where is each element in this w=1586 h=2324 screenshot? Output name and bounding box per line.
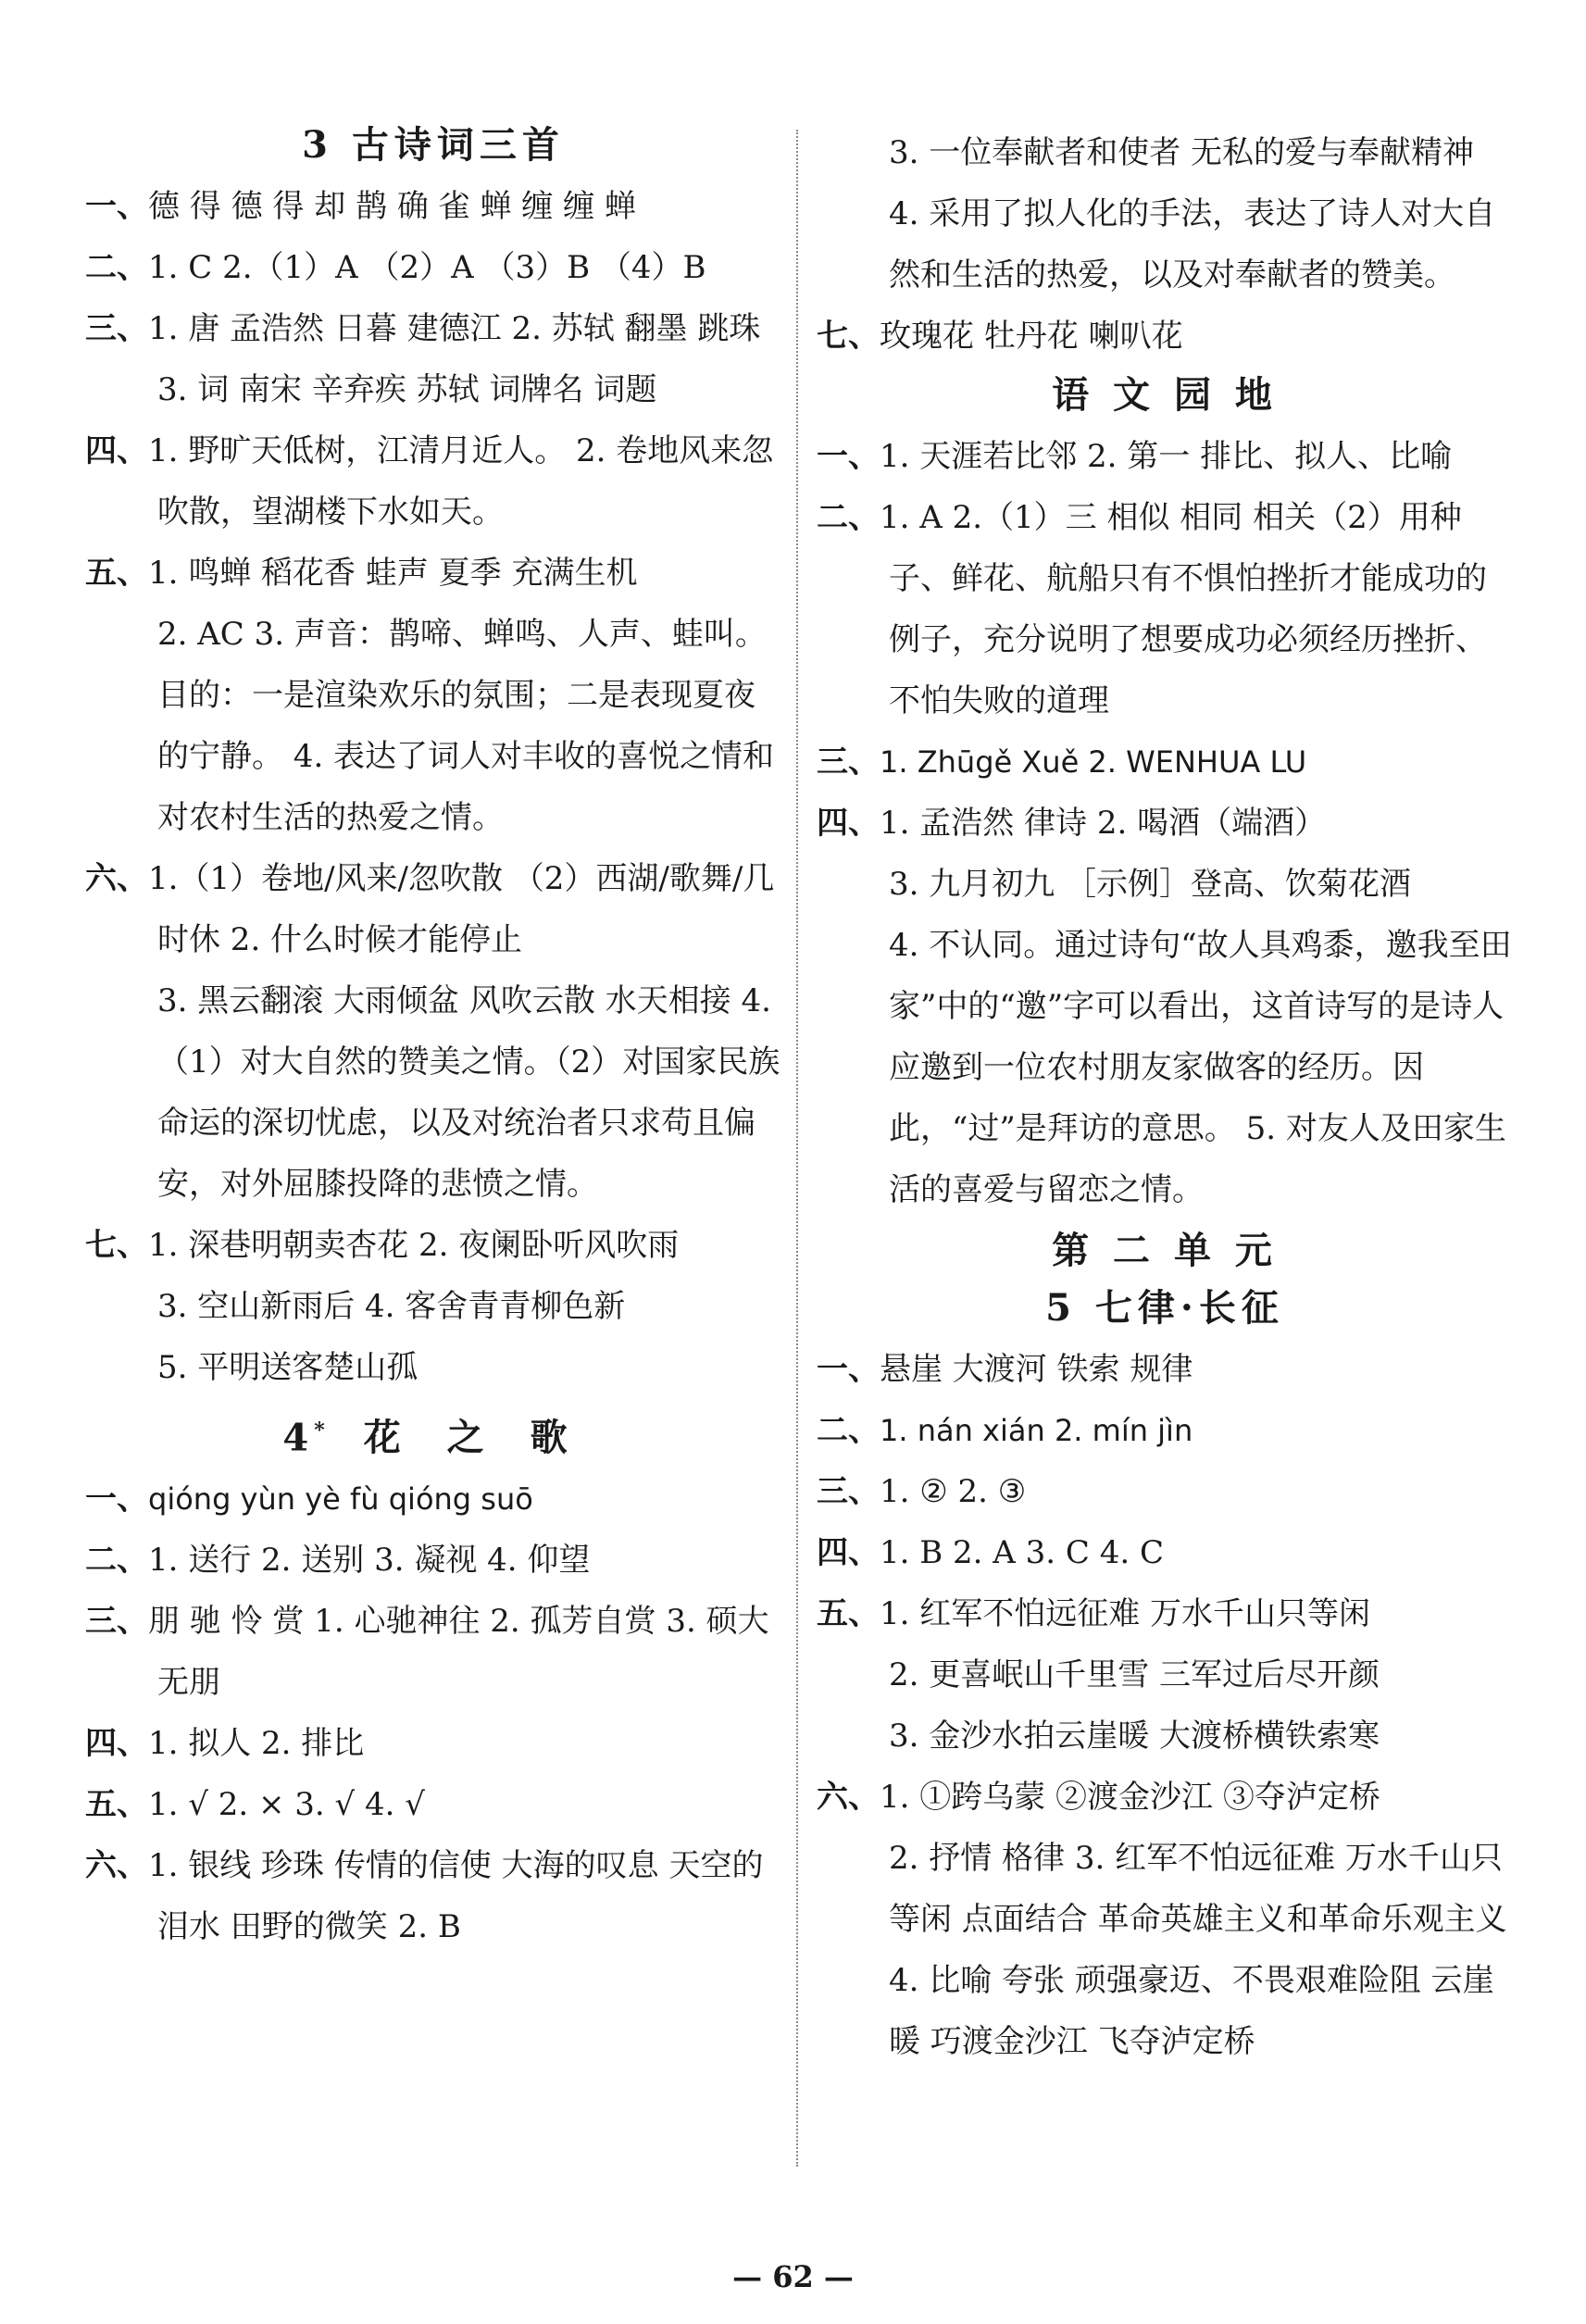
section2-answers	[85, 1468, 781, 1957]
answer-item	[817, 1644, 1513, 1706]
answer-text: 1. A 2.（1）三 相似 相同 相关（2）用种子、鲜花、航船只有不惧怕挫折才能成功的例子，充分说明了想要成功必须经历挫折、不怕失败的道理	[880, 499, 1487, 719]
answer-item	[817, 854, 1513, 915]
answer-item	[85, 1337, 781, 1398]
optional-mark: *	[314, 1418, 325, 1443]
answer-item	[817, 1522, 1513, 1583]
question-number: 一、	[817, 438, 880, 475]
answer-text: 1. Zhūgě Xuě 2. WENHUA LU	[880, 744, 1307, 780]
question-number: 二、	[817, 499, 880, 536]
answer-item	[817, 1583, 1513, 1644]
answer-text: qióng yùn yè fù qióng suō	[148, 1481, 533, 1518]
answer-text: 1. ② 2. ③	[880, 1473, 1027, 1510]
answer-item	[85, 420, 781, 543]
answer-text: 1. 银线 珍珠 传情的信使 大海的叹息 天空的泪水 田野的微笑 2. B	[148, 1847, 764, 1946]
answer-text: 1. √ 2. × 3. √ 4. √	[148, 1786, 425, 1824]
answer-item	[817, 915, 1513, 1220]
answer-text: 德 得 德 得 却 鹊 确 雀 蝉 缠 缠 蝉	[148, 188, 636, 225]
answer-item	[85, 543, 781, 604]
answer-text: 2. 抒情 格律 3. 红军不怕远征难 万水千山只等闲 点面结合 革命英雄主义和革命乐观主义 4. 比喻 夸张 顽强豪迈、不畏艰难险阻 云崖暖 巧渡金沙江 飞夺泸定桥	[889, 1840, 1507, 2060]
answer-text: 4. 不认同。通过诗句“故人具鸡黍，邀我至田家”中的“邀”字可以看出，这首诗写的是诗人应邀到一位农村朋友家做客的经历。因此，“过”是拜访的意思。 5. 对友人及田家生活的喜爱与留恋之情。	[889, 927, 1512, 1208]
question-number: 三、	[817, 1473, 880, 1510]
answer-text: 5. 平明送客楚山孤	[157, 1349, 418, 1386]
answer-item	[817, 1767, 1513, 1828]
section-title-ancient-poems: 3 古诗词三首	[302, 123, 565, 167]
answer-item	[817, 793, 1513, 854]
section4-answers	[817, 1339, 1513, 2072]
question-number: 四、	[85, 432, 148, 469]
question-number: 二、	[85, 249, 148, 286]
question-number: 一、	[85, 1481, 148, 1518]
answer-item	[85, 1468, 781, 1530]
question-number: 四、	[817, 1534, 880, 1571]
answer-item	[85, 1215, 781, 1276]
section-title-long-march: 5 七律·长征	[1045, 1286, 1284, 1330]
question-number: 六、	[85, 1847, 148, 1885]
question-number: 二、	[817, 1412, 880, 1449]
question-number: 四、	[85, 1725, 148, 1763]
answer-item	[817, 1828, 1513, 2072]
answer-text: 1. 深巷明朝卖杏花 2. 夜阑卧听风吹雨	[148, 1227, 680, 1264]
section1-answers	[85, 176, 781, 1398]
answer-item	[817, 1706, 1513, 1767]
answer-text: 悬崖 大渡河 铁索 规律	[880, 1351, 1193, 1388]
question-number: 一、	[817, 1351, 880, 1388]
answer-text: 3. 一位奉献者和使者 无私的爱与奉献精神 4. 采用了拟人化的手法，表达了诗人对大自然和生活的热爱，以及对奉献者的赞美。	[889, 134, 1496, 294]
answer-text: 1. 拟人 2. 排比	[148, 1725, 365, 1763]
answer-item	[85, 848, 781, 970]
answer-text: 1. 野旷天低树，江清月近人。 2. 卷地风来忽吹散，望湖楼下水如天。	[148, 432, 774, 531]
answer-text: 1. B 2. A 3. C 4. C	[880, 1534, 1164, 1571]
answer-text: 朋 驰 怜 赏 1. 心驰神往 2. 孤芳自赏 3. 硕大无朋	[148, 1603, 769, 1702]
answer-item	[817, 306, 1513, 367]
answer-item	[817, 1461, 1513, 1522]
lesson-number: 4	[282, 1416, 315, 1460]
answer-text: 3. 空山新雨后 4. 客舍青青柳色新	[157, 1288, 626, 1325]
right-column	[817, 122, 1513, 2072]
answer-text: 3. 金沙水拍云崖暖 大渡桥横铁索寒	[889, 1718, 1380, 1755]
question-number: 五、	[85, 555, 148, 592]
answer-item	[85, 1276, 781, 1337]
answer-text: 玫瑰花 牡丹花 喇叭花	[880, 318, 1183, 355]
answer-item	[85, 237, 781, 298]
answer-text: 1. 鸣蝉 稻花香 蛙声 夏季 充满生机	[148, 555, 638, 592]
question-number: 三、	[85, 310, 148, 347]
answer-item	[817, 731, 1513, 793]
answer-item	[85, 298, 781, 420]
question-number: 五、	[817, 1595, 880, 1632]
answer-text: 1. ①跨乌蒙 ②渡金沙江 ③夺泸定桥	[880, 1779, 1380, 1816]
unit-title: 第 二 单 元	[1052, 1229, 1278, 1272]
answer-text: 1. 红军不怕远征难 万水千山只等闲	[880, 1595, 1371, 1632]
answer-item	[817, 122, 1513, 306]
answer-item	[85, 1835, 781, 1957]
answer-item	[817, 1400, 1513, 1461]
answer-item	[85, 1530, 781, 1591]
answer-item	[817, 426, 1513, 487]
question-number: 三、	[817, 743, 880, 781]
answer-text: 2. AC 3. 声音：鹊啼、蝉鸣、人声、蛙叫。目的：一是渲染欢乐的氛围；二是表现夏夜的宁静。 4. 表达了词人对丰收的喜悦之情和对农村生活的热爱之情。	[157, 616, 775, 836]
question-number: 六、	[817, 1779, 880, 1816]
answer-text: 1. nán xián 2. mín jìn	[880, 1413, 1193, 1448]
answer-text: 1. 送行 2. 送别 3. 凝视 4. 仰望	[148, 1542, 591, 1580]
answer-text: 2. 更喜岷山千里雪 三军过后尽开颜	[889, 1656, 1380, 1693]
question-number: 五、	[85, 1786, 148, 1824]
answer-item	[85, 176, 781, 237]
answer-item	[85, 604, 781, 848]
section3-answers	[817, 426, 1513, 1220]
continued-answers	[817, 122, 1513, 367]
answer-text: 1. 孟浩然 律诗 2. 喝酒（端酒）	[880, 805, 1327, 842]
question-number: 七、	[817, 318, 880, 355]
section-title-language-garden: 语 文 园 地	[1052, 373, 1278, 417]
answer-text: 1. 天涯若比邻 2. 第一 排比、拟人、比喻	[880, 438, 1453, 475]
lesson-title: 花 之 歌	[363, 1416, 584, 1460]
section-title-flower-song	[85, 1404, 781, 1465]
question-number: 四、	[817, 805, 880, 842]
answer-text: 1. 唐 孟浩然 日暮 建德江 2. 苏轼 翻墨 跳珠 3. 词 南宋 辛弃疾 苏轼 词牌名 词题	[148, 310, 761, 408]
answer-text: 3. 黑云翻滚 大雨倾盆 风吹云散 水天相接 4.（1）对大自然的赞美之情。（2）对国家民族命运的深切忧虑，以及对统治者只求苟且偏安，对外屈膝投降的悲愤之情。	[157, 982, 781, 1203]
answer-text: 3. 九月初九 ［示例］登高、饮菊花酒	[889, 866, 1412, 903]
answer-item	[817, 487, 1513, 731]
answer-item	[85, 1713, 781, 1774]
answer-item	[817, 1339, 1513, 1400]
answer-item	[85, 1591, 781, 1713]
question-number: 二、	[85, 1542, 148, 1580]
question-number: 六、	[85, 860, 148, 897]
column-divider	[796, 130, 798, 2167]
answer-text: 1.（1）卷地/风来/忽吹散 （2）西湖/歌舞/几时休 2. 什么时候才能停止	[148, 860, 775, 958]
answer-item	[85, 970, 781, 1215]
question-number: 三、	[85, 1603, 148, 1641]
question-number: 一、	[85, 188, 148, 225]
question-number: 七、	[85, 1227, 148, 1264]
page-number: — 62 —	[732, 2259, 854, 2294]
answer-item	[85, 1774, 781, 1835]
left-column	[85, 119, 781, 1957]
answer-text: 1. C 2.（1）A （2）A （3）B （4）B	[148, 249, 706, 286]
